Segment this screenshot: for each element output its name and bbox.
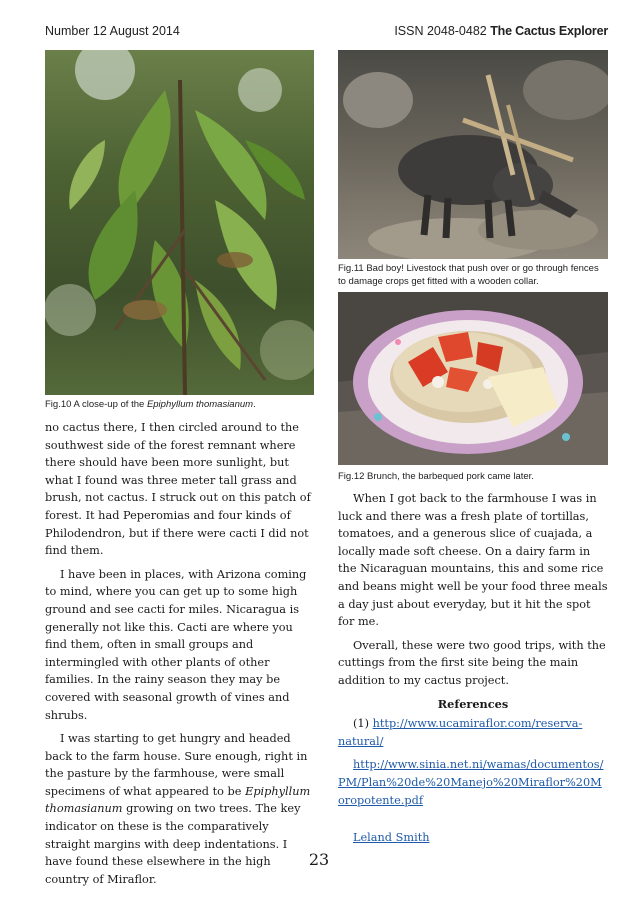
- right-paragraph-2: Overall, these were two good trips, with the cuttings from the first site being the main addition to my cactus project.: [338, 638, 606, 687]
- author-link[interactable]: Leland Smith: [353, 831, 430, 845]
- issue-number: Number 12 August 2014: [45, 24, 180, 38]
- reference-2: [338, 756, 608, 809]
- fig10-caption-suffix: .: [253, 399, 256, 410]
- fig11-photo: [338, 50, 608, 259]
- journal-title: The Cactus Explorer: [490, 24, 608, 38]
- fig10-caption-prefix: Fig.10 A close-up of the: [45, 399, 147, 410]
- issn: ISSN 2048-0482: [394, 24, 487, 38]
- author-line: [338, 829, 608, 847]
- page-number: 23: [308, 850, 330, 869]
- fig10-photo: [45, 50, 314, 395]
- fig10-caption: [45, 398, 314, 411]
- right-column: [338, 490, 608, 853]
- left-paragraph-3-b: growing on two trees. The key indicator on these is the comparatively straight margins with deep indentations. I have found these elsewhere in the high country of Miraflor.: [45, 802, 301, 886]
- reference-2-link[interactable]: http://www.sinia.net.ni/wamas/documentos/PM/Plan%20de%20Manejo%20Miraflor%20Moropotente.pdf: [338, 758, 604, 807]
- fig12-photo: [338, 292, 608, 465]
- left-paragraph-2: I have been in places, with Arizona coming to mind, where you can get up to some high ground and see cacti for miles. Nicaragua is generally not like this. Cacti are where you find them, often in small groups and intermingled with other plants of other families. In the rainy season they may be covered with seasonal growth of vines and shrubs.: [45, 567, 307, 722]
- reference-1: [338, 715, 608, 750]
- references-heading: References: [437, 696, 509, 711]
- right-paragraph-1: When I got back to the farmhouse I was in luck and there was a fresh plate of tortillas, tomatoes, and a generous slice of cuajada, a locally made soft cheese. On a dairy farm in the Nicaraguan mountains, this and some rice and beans might well be your food three meals a day just about everyday, but it hit the spot for me.: [338, 492, 608, 629]
- left-paragraph-1: no cactus there, I then circled around to the southwest side of the forest remnant where there should have been more sunlight, but what I found was three meter tall grass and brush, not cactus. I struck out on this patch of forest. It had Peperomias and four kinds of Philodendron, but if there were cacti I did not find them.: [45, 421, 311, 558]
- reference-1-link[interactable]: http://www.ucamiraflor.com/reserva-natural/: [338, 717, 583, 748]
- fig11-caption: Fig.11 Bad boy! Livestock that push over or go through fences to damage crops get fitted with a wooden collar.: [338, 263, 599, 287]
- left-column: [45, 419, 315, 894]
- left-paragraph-3-a: I was starting to get hungry and headed back to the farm house. Sure enough, right in the pasture by the farmhouse, were small specimens of what appeared to be: [45, 732, 308, 798]
- journal-header: [394, 24, 608, 38]
- left-paragraph-3-species: Epiphyllum thomasianum: [45, 784, 311, 816]
- fig12-caption: Fig.12 Brunch, the barbequed pork came later.: [338, 471, 534, 482]
- reference-1-prefix: (1): [353, 717, 373, 731]
- fig10-caption-species: Epiphyllum thomasianum: [146, 399, 254, 410]
